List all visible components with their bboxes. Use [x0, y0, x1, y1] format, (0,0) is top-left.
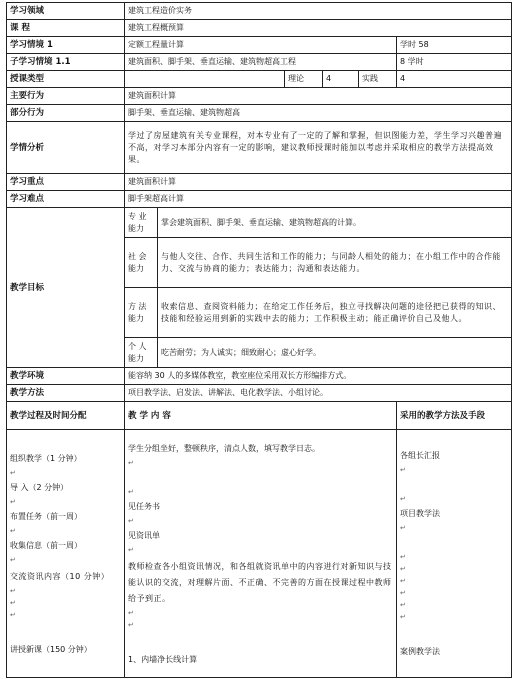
- label-subsituation: 子学习情境 1.1: [7, 54, 125, 71]
- method-item: [400, 534, 508, 551]
- process-header-stage: 教学过程及时间分配: [7, 402, 125, 430]
- process-stage-column: [7, 430, 125, 678]
- process-header-row: [7, 402, 512, 430]
- stage-item: 交流资讯内容（10 分钟）: [10, 571, 110, 581]
- value-key-points: 建筑面积计算: [125, 174, 512, 191]
- row-subsituation: [7, 54, 512, 71]
- stage-item: 组织教学（1 分钟）: [10, 453, 82, 463]
- content-item: 学生分组坐好，整顿秩序，清点人数，填写教学日志。: [128, 443, 320, 453]
- content-item: 见资讯单: [128, 530, 160, 540]
- paragraph-mark: ↵: [10, 468, 16, 477]
- paragraph-mark: ↵: [128, 608, 134, 617]
- label-key-points: 学习重点: [7, 174, 125, 191]
- row-methods: [7, 385, 512, 402]
- paragraph-mark: ↵: [400, 589, 406, 597]
- value-environment: 能容纳 30 人的多媒体教室，教室座位采用双长方形编排方式。: [125, 368, 512, 385]
- method-item: 案例教学法: [400, 647, 440, 656]
- paragraph-mark: ↵: [400, 565, 406, 573]
- content-item: 见任务书: [128, 501, 160, 511]
- objective-value: 收索信息、查阅资料能力；在给定工作任务后，独立寻找解决问题的途径把已获得的知识、技能和经验运用到新的实践中去的能力；工作积极主动；能正确评价自己及他人。: [158, 288, 512, 338]
- paragraph-mark: ↵: [10, 598, 16, 607]
- paragraph-mark: ↵: [128, 545, 134, 554]
- row-situation: [7, 37, 512, 54]
- process-body-row: [7, 430, 512, 678]
- label-part-content: 部分行为: [7, 105, 125, 122]
- theory-value: 4: [323, 71, 359, 88]
- content-item: 教师检查各小组资讯情况，和各组就资讯单中的内容进行对新知识与技能认识的交流，对理解片面、不正确、不完善的方面在授课过程中教师给予到正。: [128, 561, 392, 603]
- value-course: 建筑工程概预算: [125, 20, 512, 37]
- method-item: 各组长汇报: [400, 451, 440, 460]
- label-objectives: 教学目标: [7, 208, 125, 368]
- row-field: [7, 3, 512, 20]
- value-difficulties: 脚手架超高计算: [125, 191, 512, 208]
- label-situation: 学习情境 1: [7, 37, 125, 54]
- content-item: [128, 469, 393, 486]
- objective-label: 个 人 能力: [125, 338, 158, 368]
- objective-label: 专 业 能力: [125, 208, 158, 238]
- paragraph-mark: ↵: [10, 526, 16, 535]
- stage-item: 收集信息（前一周）: [10, 540, 82, 550]
- value-subsituation: 建筑面积、脚手架、垂直运输、建筑物超高工程: [125, 54, 397, 71]
- process-method-column: [397, 430, 512, 678]
- theory-label: 理论: [285, 71, 323, 88]
- practice-value: 4: [397, 71, 512, 88]
- row-key-points: [7, 174, 512, 191]
- paragraph-mark: ↵: [400, 601, 406, 609]
- label-difficulties: 学习难点: [7, 191, 125, 208]
- paragraph-mark: ↵: [400, 613, 406, 621]
- paragraph-mark: ↵: [10, 497, 16, 506]
- hours-subsituation: 8 学时: [397, 54, 512, 71]
- row-environment: [7, 368, 512, 385]
- objective-value: 吃苦耐劳；为人诚实；细致耐心；虚心好学。: [158, 338, 512, 368]
- paragraph-mark: ↵: [128, 516, 134, 525]
- label-field: 学习领域: [7, 3, 125, 20]
- row-main-content: [7, 88, 512, 105]
- value-main-content: 建筑面积计算: [125, 88, 512, 105]
- label-environment: 教学环境: [7, 368, 125, 385]
- paragraph-mark: ↵: [400, 553, 406, 561]
- objective-row: [7, 208, 512, 238]
- paragraph-mark: ↵: [400, 524, 406, 532]
- label-course: 课 程: [7, 20, 125, 37]
- teaching-type-blank: [125, 71, 285, 88]
- objective-label: 社 会 能力: [125, 238, 158, 288]
- value-situation: 定额工程量计算: [125, 37, 397, 54]
- label-methods: 教学方法: [7, 385, 125, 402]
- row-teaching-type: [7, 71, 512, 88]
- process-header-method: 采用的教学方法及手段: [397, 402, 512, 430]
- paragraph-mark: ↵: [400, 466, 406, 474]
- stage-item: 布置任务（前一周）: [10, 511, 82, 521]
- row-analysis: [7, 122, 512, 174]
- process-header-content: 教 学 内 容: [125, 402, 397, 430]
- paragraph-mark: ↵: [128, 458, 134, 467]
- objective-label: 方 法 能力: [125, 288, 158, 338]
- row-part-content: [7, 105, 512, 122]
- label-main-content: 主要行为: [7, 88, 125, 105]
- paragraph-mark: ↵: [400, 495, 406, 503]
- value-field: 建筑工程造价实务: [125, 3, 512, 20]
- paragraph-mark: ↵: [10, 610, 16, 619]
- paragraph-mark: ↵: [128, 487, 134, 496]
- method-item: [400, 476, 508, 493]
- label-teaching-type: 授课类型: [7, 71, 125, 88]
- stage-item: 讲授新课（150 分钟）: [10, 644, 92, 654]
- lesson-plan-table: [6, 2, 512, 678]
- value-part-content: 脚手架、垂直运输、建筑物超高: [125, 105, 512, 122]
- paragraph-mark: ↵: [10, 555, 16, 564]
- method-item: 项目教学法: [400, 509, 440, 518]
- hours-situation: 学时 58: [397, 37, 512, 54]
- process-content-column: [125, 430, 397, 678]
- objective-value: 掌会建筑面积、脚手架、垂直运输、建筑物超高的计算。: [158, 208, 512, 238]
- value-methods: 项目教学法、启发法、讲解法、电化教学法、小组讨论。: [125, 385, 512, 402]
- value-analysis: 学过了房屋建筑有关专业课程，对本专业有了一定的了解和掌握，但识图能力差，学生学习兴趣普遍不高，对学习本部分内容有一定的影响，建议教师授课时能加以考虑并采取相应的教学方法提高效果。: [125, 122, 512, 174]
- paragraph-mark: ↵: [128, 620, 134, 629]
- stage-item: 导 入（2 分钟）: [10, 482, 69, 492]
- label-analysis: 学情分析: [7, 122, 125, 174]
- content-item: 1、内墙净长线计算: [128, 654, 198, 664]
- paragraph-mark: ↵: [10, 586, 16, 595]
- paragraph-mark: ↵: [400, 577, 406, 585]
- row-course: [7, 20, 512, 37]
- practice-label: 实践: [359, 71, 397, 88]
- objective-value: 与他人交往、合作、共同生活和工作的能力；与同龄人相处的能力；在小组工作中的合作能力、交流与协商的能力；表达能力；沟通和表达能力。: [158, 238, 512, 288]
- row-difficulties: [7, 191, 512, 208]
